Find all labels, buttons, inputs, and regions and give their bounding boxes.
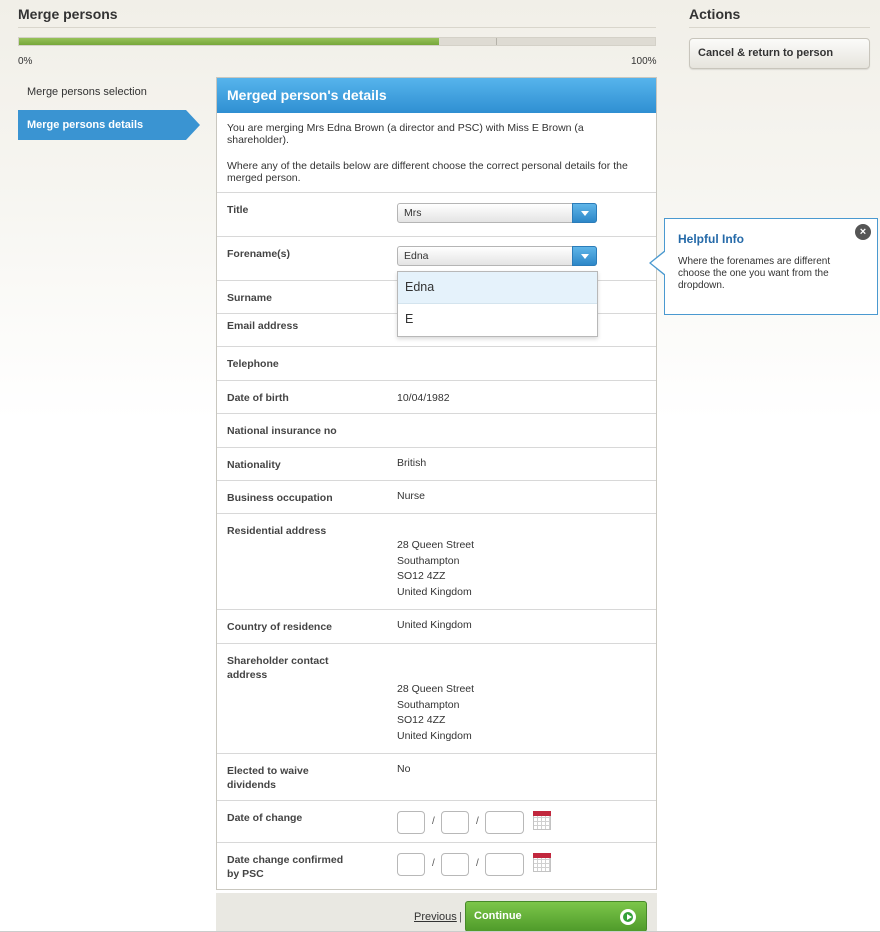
progress-start-label: 0% [18,56,33,67]
row-telephone [217,346,656,380]
helpful-info-text: Where the forenames are different choose the one you want from the dropdown. [678,256,831,291]
country-value: United Kingdom [397,619,472,631]
title-select[interactable] [397,203,597,223]
chevron-down-icon[interactable] [572,246,597,266]
continue-button[interactable] [465,901,647,932]
row-dob [217,380,656,413]
close-icon[interactable]: × [855,224,871,240]
title-select-value: Mrs [404,207,422,219]
intro-paragraph-1: You are merging Mrs Edna Brown (a director and PSC) with Miss E Brown (a shareholder). [227,122,584,146]
shareholder-address [397,682,474,744]
date-change-label: Date of change [227,812,303,824]
row-date-confirmed [217,842,656,889]
address-line: SO12 4ZZ [397,570,446,582]
label-line: by PSC [227,868,264,880]
address-line: SO12 4ZZ [397,714,446,726]
date-change-day-input[interactable] [397,811,425,834]
occupation-label: Business occupation [227,492,333,504]
continue-label: Continue [474,910,522,922]
row-occupation [217,480,656,513]
calendar-icon[interactable] [533,811,551,830]
row-nationality [217,447,656,480]
step-merge-details[interactable]: Merge persons details [18,110,186,140]
intro-text [217,113,656,192]
date-separator: / [432,858,435,869]
forename-select-value: Edna [404,250,429,262]
row-title [217,192,656,236]
previous-link[interactable]: Previous [414,911,457,923]
telephone-label: Telephone [227,358,279,370]
actions-divider [689,27,870,28]
occupation-value: Nurse [397,490,426,502]
cancel-return-button[interactable]: Cancel & return to person [689,38,870,69]
shareholder-address-label [227,654,357,682]
waive-value: No [397,763,411,775]
link-separator: | [459,911,462,923]
address-line: Southampton [397,554,460,567]
forename-select[interactable] [397,246,597,266]
residential-label: Residential address [227,525,327,537]
title-divider [18,27,656,28]
merged-details-panel [216,77,657,890]
play-arrow-icon [620,909,636,925]
label-line: address [227,669,268,681]
address-line: United Kingdom [397,585,472,598]
address-line: 28 Queen Street [397,683,475,695]
dob-label: Date of birth [227,392,289,404]
step-list [18,80,200,140]
progress-marker [496,38,497,45]
nationality-value: British [397,457,427,469]
panel-title: Merged person's details [217,78,656,113]
date-confirmed-year-input[interactable] [485,853,524,876]
date-change-year-input[interactable] [485,811,524,834]
label-line: dividends [227,779,277,791]
dob-value: 10/04/1982 [397,392,450,404]
residential-address [397,538,474,600]
row-country [217,609,656,643]
date-change-month-input[interactable] [441,811,469,834]
date-confirmed-day-input[interactable] [397,853,425,876]
actions-title: Actions [689,6,741,22]
address-line: United Kingdom [397,729,472,742]
row-date-of-change [217,800,656,842]
forename-option-edna[interactable]: Edna [398,272,597,304]
row-waive-dividends [217,753,656,800]
nationality-label: Nationality [227,459,281,471]
forename-label: Forename(s) [227,248,291,260]
surname-label: Surname [227,292,272,304]
chevron-down-icon[interactable] [572,203,597,223]
row-residential-address [217,513,656,609]
waive-label [227,764,357,792]
country-label: Country of residence [227,621,333,633]
progress-bar [18,37,656,46]
date-separator: / [432,816,435,827]
ni-label: National insurance no [227,425,337,437]
date-confirmed-label [227,853,357,881]
page-title: Merge persons [18,6,118,22]
title-label: Title [227,204,249,216]
email-label: Email address [227,320,299,332]
row-shareholder-address [217,643,656,753]
address-line: Southampton [397,698,460,711]
address-line: 28 Queen Street [397,539,475,551]
label-line: Date change confirmed [227,854,344,866]
row-ni [217,413,656,447]
label-line: Elected to waive [227,765,309,777]
calendar-icon[interactable] [533,853,551,872]
helpful-info-title: Helpful Info [678,232,744,246]
label-line: Shareholder contact [227,655,329,667]
helpful-info-panel [664,218,878,315]
date-separator: / [476,858,479,869]
form-footer [216,893,657,932]
progress-fill [19,38,439,45]
intro-paragraph-2: Where any of the details below are different choose the correct personal details for the merged person. [227,160,628,184]
date-confirmed-month-input[interactable] [441,853,469,876]
progress-end-label: 100% [631,56,657,67]
date-separator: / [476,816,479,827]
forename-option-e[interactable]: E [405,312,414,326]
forename-dropdown-list [397,271,598,337]
step-merge-selection[interactable]: Merge persons selection [27,86,147,98]
